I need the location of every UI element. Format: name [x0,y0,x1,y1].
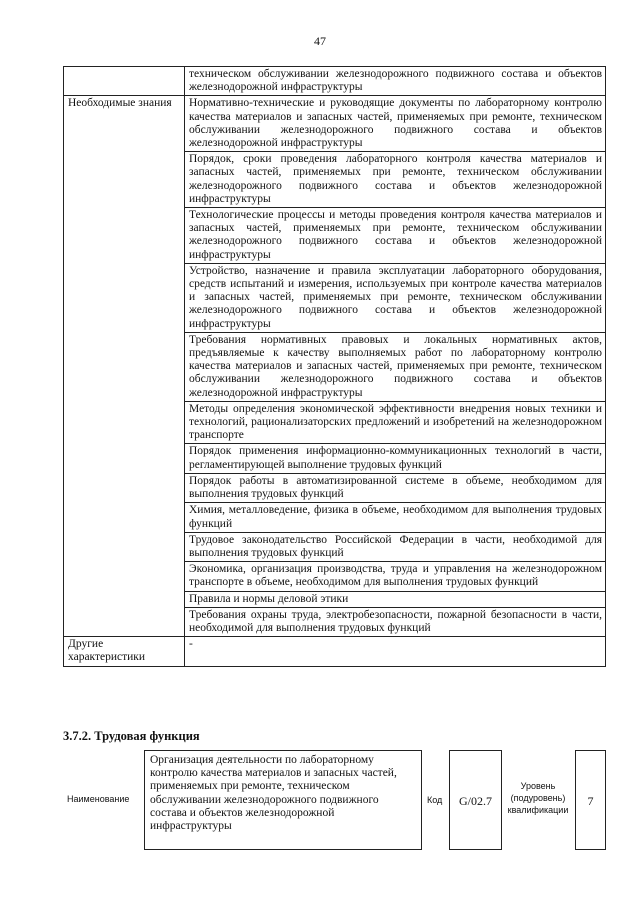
knowledge-item: Нормативно-технические и руководящие документы по лабораторному контролю качества материалов и запасных частей, применяемых при ремонте, техническом обслуживании железнодорожного подвижного состава и объектов железнодорожной инфраструктуры [185,96,606,152]
table-row [64,67,606,96]
knowledge-item: Экономика, организация производства, труда и управления на железнодорожном транспорте в объеме, необходимом для выполнения трудовых функций [185,562,606,591]
knowledge-item: Технологические процессы и методы проведения контроля качества материалов и запасных частей, применяемых при ремонте, техническом обслуживании железнодорожного подвижного состава и объектов железнодорожной инфраструктуры [185,208,606,264]
knowledge-item: Требования охраны труда, электробезопасности, пожарной безопасности в части, необходимой для выполнения трудовых функций [185,607,606,636]
knowledge-item: Порядок, сроки проведения лабораторного контроля качества материалов и запасных частей, применяемых при ремонте, техническом обслуживании железнодорожного подвижного состава и объектов железнодорожной инфраструктуры [185,152,606,208]
other-characteristics-label: Другие характеристики [64,637,185,666]
function-code-label: Код [427,795,443,805]
qualification-level-value: 7 [575,750,606,850]
knowledge-item: Трудовое законодательство Российской Федерации в части, необходимой для выполнения трудовых функций [185,532,606,561]
function-name-label: Наименование [67,794,130,804]
label-cell-empty [64,67,185,96]
function-code-value: G/02.7 [449,750,502,850]
section-heading: 3.7.2. Трудовая функция [63,729,200,743]
continued-text-cell: техническом обслуживании железнодорожного подвижного состава и объектов железнодорожной инфраструктуры [185,67,606,96]
page-number: 47 [314,34,326,48]
required-knowledge-label: Необходимые знания [64,96,185,637]
knowledge-item: Методы определения экономической эффективности внедрения новых техники и технологий, рационализаторских предложений и изобретений на железнодорожном транспорте [185,401,606,444]
table-row [64,96,606,152]
labor-function-block [63,750,606,850]
other-characteristics-value: - [185,637,606,666]
knowledge-item: Требования нормативных правовых и локальных нормативных актов, предъявляемые к качеству выполняемых работ по лабораторному контролю качества материалов и запасных частей, применяемых при ремонте, техническом обслуживании железнодорожного подвижного состава и объектов железнодорожной инфраструктуры [185,332,606,401]
knowledge-item: Устройство, назначение и правила эксплуатации лабораторного оборудования, средств испытаний и измерения, используемых при контроле качества материалов и запасных частей, применяемых при ремонте, техническом обслуживании железнодорожного подвижного состава и объектов железнодорожной инфраструктуры [185,263,606,332]
table-row [64,637,606,666]
knowledge-item: Порядок применения информационно-коммуникационных технологий в части, регламентирующей выполнение трудовых функций [185,444,606,473]
qualification-level-label: Уровень (подуровень) квалификации [507,781,569,815]
knowledge-table [63,66,606,667]
knowledge-item: Правила и нормы деловой этики [185,591,606,607]
knowledge-item: Химия, металловедение, физика в объеме, необходимом для выполнения трудовых функций [185,503,606,532]
function-name-value: Организация деятельности по лабораторному контролю качества материалов и запасных частей, применяемых при ремонте, техническом обслуживании железнодорожного подвижного состава и объектов железнодорожной инфраструктуры [144,750,422,850]
knowledge-item: Порядок работы в автоматизированной системе в объеме, необходимом для выполнения трудовых функций [185,473,606,502]
